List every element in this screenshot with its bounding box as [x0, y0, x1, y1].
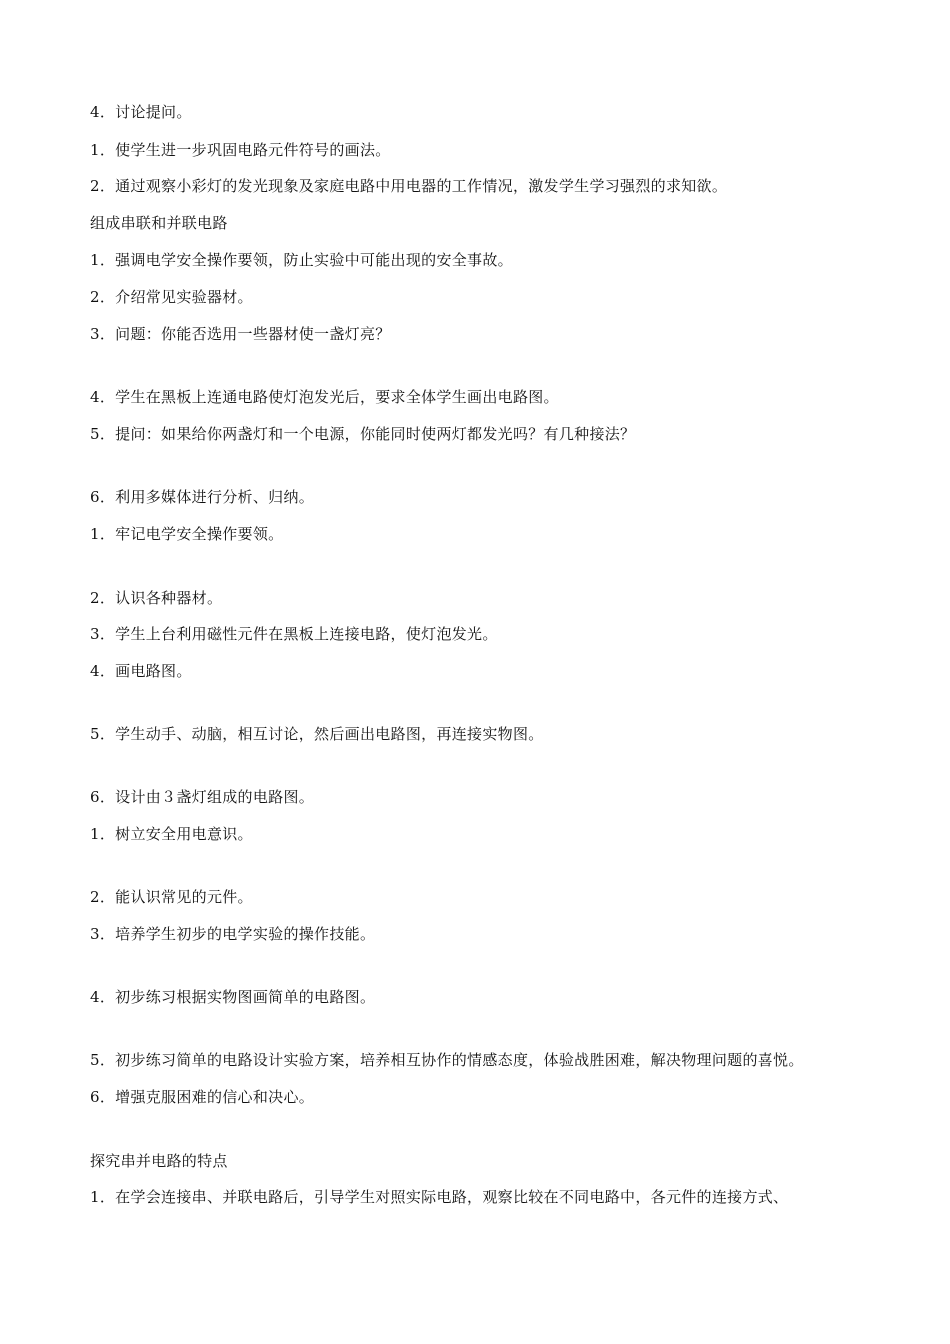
text-line: 2．通过观察小彩灯的发光现象及家庭电路中用电器的工作情况，激发学生学习强烈的求知欲。: [90, 177, 728, 195]
text-line: 6．设计由３盏灯组成的电路图。: [90, 788, 315, 806]
section-heading: 探究串并电路的特点: [90, 1152, 228, 1170]
text-line: 3．培养学生初步的电学实验的操作技能。: [90, 925, 376, 943]
text-line: 6．增强克服困难的信心和决心。: [90, 1088, 315, 1106]
section-heading: 组成串联和并联电路: [90, 214, 228, 232]
text-line: 2．认识各种器材。: [90, 589, 223, 607]
text-line: 4．学生在黑板上连通电路使灯泡发光后，要求全体学生画出电路图。: [90, 388, 559, 406]
text-line: 1．树立安全用电意识。: [90, 825, 253, 843]
text-line: 1．牢记电学安全操作要领。: [90, 525, 284, 543]
text-line: 2．介绍常见实验器材。: [90, 288, 253, 306]
text-line: 3．学生上台利用磁性元件在黑板上连接电路，使灯泡发光。: [90, 625, 498, 643]
text-line: 1．在学会连接串、并联电路后，引导学生对照实际电路，观察比较在不同电路中，各元件的连接方式、: [90, 1188, 789, 1206]
text-line: 5．学生动手、动脑，相互讨论，然后画出电路图，再连接实物图。: [90, 725, 544, 743]
text-line: 6．利用多媒体进行分析、归纳。: [90, 488, 315, 506]
text-line: 5．初步练习简单的电路设计实验方案，培养相互协作的情感态度，体验战胜困难，解决物理问题的喜悦。: [90, 1051, 804, 1069]
text-line: 1．强调电学安全操作要领，防止实验中可能出现的安全事故。: [90, 251, 513, 269]
text-line: 4．画电路图。: [90, 662, 192, 680]
text-line: 4．初步练习根据实物图画简单的电路图。: [90, 988, 376, 1006]
text-line: 1．使学生进一步巩固电路元件符号的画法。: [90, 141, 391, 159]
text-line: 3．问题：你能否选用一些器材使一盏灯亮？: [90, 325, 391, 343]
text-line: 2．能认识常见的元件。: [90, 888, 253, 906]
text-line: 4．讨论提问。: [90, 103, 192, 121]
text-line: 5．提问：如果给你两盏灯和一个电源，你能同时使两灯都发光吗？有几种接法？: [90, 425, 636, 443]
